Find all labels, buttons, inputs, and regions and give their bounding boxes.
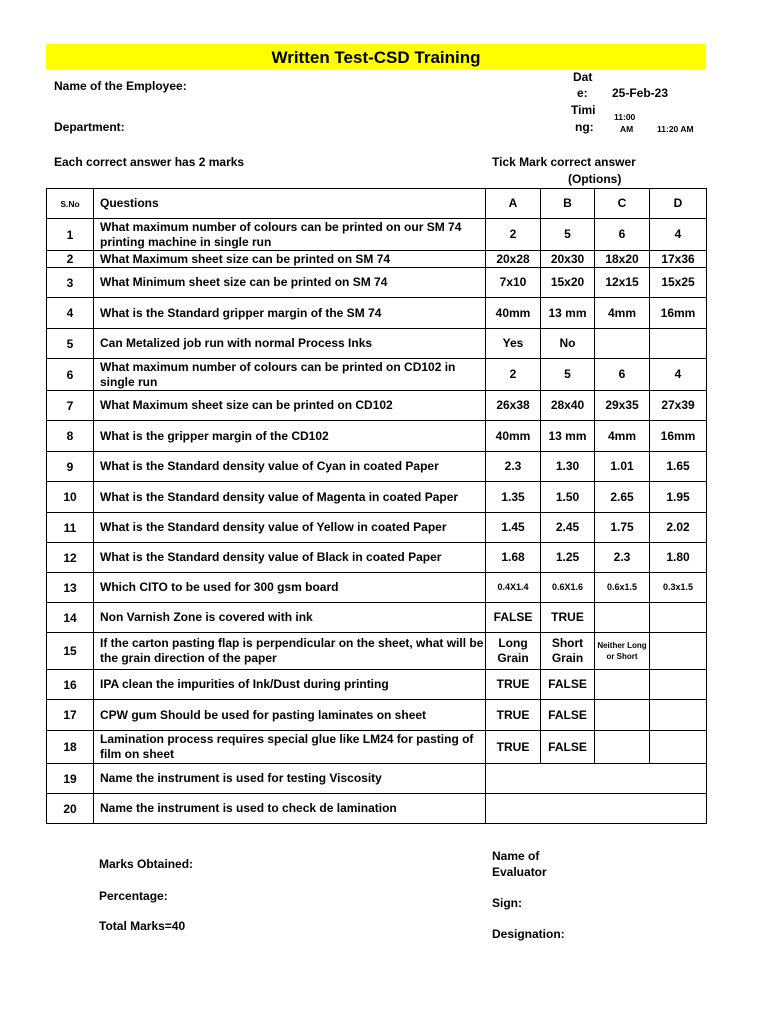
question-text: If the carton pasting flap is perpendicular on the sheet, what will be the grain direction of the paper xyxy=(94,633,486,670)
option-c: 1.01 xyxy=(595,452,650,482)
question-number: 7 xyxy=(47,391,94,421)
option-d: 16mm xyxy=(650,298,707,329)
option-a: 7x10 xyxy=(486,268,541,298)
option-b: 5 xyxy=(541,359,595,391)
option-b: FALSE xyxy=(541,731,595,764)
question-text: Name the instrument is used for testing Viscosity xyxy=(94,764,486,794)
option-c: 2.3 xyxy=(595,543,650,573)
question-number: 4 xyxy=(47,298,94,329)
table-row xyxy=(47,298,707,329)
option-b: 0.6X1.6 xyxy=(541,573,595,603)
header-option-c: C xyxy=(595,189,650,219)
question-text: Lamination process requires special glue like LM24 for pasting of film on sheet xyxy=(94,731,486,764)
option-d xyxy=(650,633,707,670)
option-c xyxy=(595,700,650,731)
option-d: 2.02 xyxy=(650,513,707,543)
option-d: 16mm xyxy=(650,421,707,452)
option-d xyxy=(650,731,707,764)
option-c xyxy=(595,670,650,700)
option-c: 1.75 xyxy=(595,513,650,543)
question-number: 12 xyxy=(47,543,94,573)
question-number: 2 xyxy=(47,251,94,268)
option-b: 1.25 xyxy=(541,543,595,573)
date-label-line2: e: xyxy=(577,86,588,100)
option-c: 6 xyxy=(595,359,650,391)
question-number: 3 xyxy=(47,268,94,298)
form-title: Written Test-CSD Training xyxy=(46,44,706,69)
option-a: 40mm xyxy=(486,421,541,452)
option-b: No xyxy=(541,329,595,359)
question-number: 11 xyxy=(47,513,94,543)
marks-obtained-label: Marks Obtained: xyxy=(99,857,194,871)
option-d xyxy=(650,603,707,633)
table-row xyxy=(47,603,707,633)
question-number: 18 xyxy=(47,731,94,764)
option-c xyxy=(595,329,650,359)
option-c: Neither Long or Short xyxy=(595,633,650,670)
option-d: 1.65 xyxy=(650,452,707,482)
option-a: TRUE xyxy=(486,670,541,700)
question-text: What is the gripper margin of the CD102 xyxy=(94,421,486,452)
option-b: 13 mm xyxy=(541,421,595,452)
time-start-line1: 11:00 xyxy=(614,112,636,122)
question-text: What maximum number of colours can be printed on CD102 in single run xyxy=(94,359,486,391)
question-number: 10 xyxy=(47,482,94,513)
option-c: 2.65 xyxy=(595,482,650,513)
option-b: 2.45 xyxy=(541,513,595,543)
option-d xyxy=(650,700,707,731)
table-row xyxy=(47,268,707,298)
option-c: 6 xyxy=(595,219,650,251)
option-d: 17x36 xyxy=(650,251,707,268)
sign-label: Sign: xyxy=(492,896,522,910)
option-a: 0.4X1.4 xyxy=(486,573,541,603)
question-number: 20 xyxy=(47,794,94,824)
question-text: What is the Standard density value of Black in coated Paper xyxy=(94,543,486,573)
question-number: 15 xyxy=(47,633,94,670)
question-text: What Maximum sheet size can be printed on CD102 xyxy=(94,391,486,421)
table-row xyxy=(47,573,707,603)
option-d xyxy=(650,329,707,359)
evaluator-label-line2: Evaluator xyxy=(492,865,547,879)
option-a: 1.35 xyxy=(486,482,541,513)
table-row xyxy=(47,543,707,573)
option-b: 15x20 xyxy=(541,268,595,298)
option-a: 1.68 xyxy=(486,543,541,573)
option-b: FALSE xyxy=(541,670,595,700)
question-number: 8 xyxy=(47,421,94,452)
header-option-d: D xyxy=(650,189,707,219)
department-label: Department: xyxy=(54,120,125,134)
option-b: Short Grain xyxy=(541,633,595,670)
option-a: 26x38 xyxy=(486,391,541,421)
answer-blank[interactable] xyxy=(486,764,707,794)
option-a: TRUE xyxy=(486,700,541,731)
question-number: 6 xyxy=(47,359,94,391)
question-text: What is the Standard density value of Yellow in coated Paper xyxy=(94,513,486,543)
table-row xyxy=(47,482,707,513)
question-text: Can Metalized job run with normal Process Inks xyxy=(94,329,486,359)
question-number: 19 xyxy=(47,764,94,794)
option-b: 13 mm xyxy=(541,298,595,329)
question-number: 1 xyxy=(47,219,94,251)
header-sno: S.No xyxy=(47,189,94,219)
option-d: 27x39 xyxy=(650,391,707,421)
option-c: 0.6x1.5 xyxy=(595,573,650,603)
option-a: 2.3 xyxy=(486,452,541,482)
option-b: 1.30 xyxy=(541,452,595,482)
option-b: 28x40 xyxy=(541,391,595,421)
table-row xyxy=(47,633,707,670)
table-row xyxy=(47,764,707,794)
question-number: 13 xyxy=(47,573,94,603)
option-a: TRUE xyxy=(486,731,541,764)
date-label-line1: Dat xyxy=(573,70,593,84)
tick-note-line2: (Options) xyxy=(568,172,622,186)
question-text: What is the Standard density value of Magenta in coated Paper xyxy=(94,482,486,513)
date-value: 25-Feb-23 xyxy=(612,86,669,100)
option-b: TRUE xyxy=(541,603,595,633)
header-option-a: A xyxy=(486,189,541,219)
question-text: Name the instrument is used to check de lamination xyxy=(94,794,486,824)
header-questions: Questions xyxy=(94,189,486,219)
option-a: 40mm xyxy=(486,298,541,329)
option-b: 5 xyxy=(541,219,595,251)
question-text: What maximum number of colours can be printed on our SM 74 printing machine in single run xyxy=(94,219,486,251)
table-row xyxy=(47,251,707,268)
option-d: 15x25 xyxy=(650,268,707,298)
table-row xyxy=(47,391,707,421)
question-number: 17 xyxy=(47,700,94,731)
question-text: What is the Standard gripper margin of the SM 74 xyxy=(94,298,486,329)
option-c xyxy=(595,603,650,633)
table-row xyxy=(47,452,707,482)
option-c: 4mm xyxy=(595,421,650,452)
table-row xyxy=(47,329,707,359)
table-row xyxy=(47,731,707,764)
table-row xyxy=(47,421,707,452)
option-c xyxy=(595,731,650,764)
marks-note: Each correct answer has 2 marks xyxy=(54,155,245,169)
time-start-line2: AM xyxy=(620,124,634,134)
table-header-row xyxy=(47,189,707,219)
option-a: 2 xyxy=(486,359,541,391)
table-row xyxy=(47,700,707,731)
time-end: 11:20 AM xyxy=(657,124,694,134)
table-row xyxy=(47,513,707,543)
answer-blank[interactable] xyxy=(486,794,707,824)
option-d: 4 xyxy=(650,219,707,251)
option-d: 1.95 xyxy=(650,482,707,513)
table-row xyxy=(47,359,707,391)
question-text: What Maximum sheet size can be printed on SM 74 xyxy=(94,251,486,268)
option-d: 0.3x1.5 xyxy=(650,573,707,603)
questions-table xyxy=(46,188,707,824)
question-text: What is the Standard density value of Cyan in coated Paper xyxy=(94,452,486,482)
option-c: 4mm xyxy=(595,298,650,329)
designation-label: Designation: xyxy=(492,927,565,941)
option-a: Yes xyxy=(486,329,541,359)
option-a: 2 xyxy=(486,219,541,251)
option-c: 18x20 xyxy=(595,251,650,268)
question-number: 5 xyxy=(47,329,94,359)
timing-label-line2: ng: xyxy=(575,120,594,134)
total-marks-label: Total Marks=40 xyxy=(99,919,186,933)
question-number: 9 xyxy=(47,452,94,482)
question-text: What Minimum sheet size can be printed on SM 74 xyxy=(94,268,486,298)
question-text: Non Varnish Zone is covered with ink xyxy=(94,603,486,633)
table-row xyxy=(47,219,707,251)
percentage-label: Percentage: xyxy=(99,889,168,903)
question-number: 16 xyxy=(47,670,94,700)
option-d xyxy=(650,670,707,700)
timing-label-line1: Timi xyxy=(571,103,596,117)
option-a: FALSE xyxy=(486,603,541,633)
option-d: 4 xyxy=(650,359,707,391)
option-a: Long Grain xyxy=(486,633,541,670)
question-text: IPA clean the impurities of Ink/Dust during printing xyxy=(94,670,486,700)
option-a: 1.45 xyxy=(486,513,541,543)
header-option-b: B xyxy=(541,189,595,219)
tick-note-line1: Tick Mark correct answer xyxy=(492,155,636,169)
option-b: 1.50 xyxy=(541,482,595,513)
option-c: 29x35 xyxy=(595,391,650,421)
option-b: 20x30 xyxy=(541,251,595,268)
option-b: FALSE xyxy=(541,700,595,731)
question-text: Which CITO to be used for 300 gsm board xyxy=(94,573,486,603)
question-number: 14 xyxy=(47,603,94,633)
option-a: 20x28 xyxy=(486,251,541,268)
table-row xyxy=(47,794,707,824)
question-text: CPW gum Should be used for pasting laminates on sheet xyxy=(94,700,486,731)
option-d: 1.80 xyxy=(650,543,707,573)
employee-name-label: Name of the Employee: xyxy=(54,79,187,93)
evaluator-label-line1: Name of xyxy=(492,849,540,863)
option-c: 12x15 xyxy=(595,268,650,298)
table-row xyxy=(47,670,707,700)
